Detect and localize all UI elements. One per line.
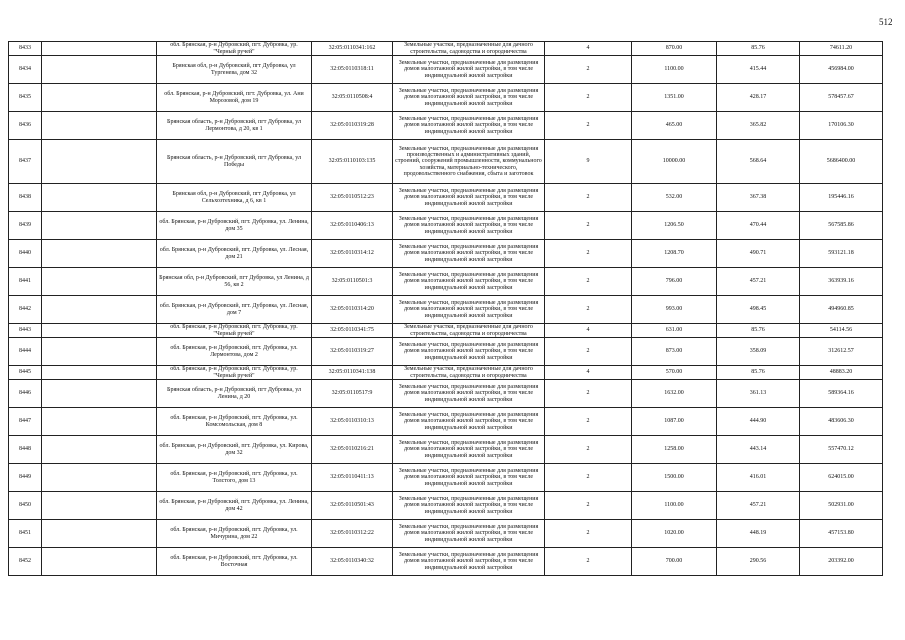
table-row [9, 42, 883, 56]
record-number: 8442 [9, 296, 42, 324]
spacer-cell [42, 240, 157, 268]
specific-value-cell: 498.45 [717, 296, 800, 324]
use-group-cell: 2 [545, 380, 632, 408]
table-row [9, 212, 883, 240]
record-number: 8439 [9, 212, 42, 240]
use-group-cell: 2 [545, 464, 632, 492]
record-number: 8440 [9, 240, 42, 268]
table-row [9, 184, 883, 212]
record-number: 8437 [9, 140, 42, 184]
use-group-cell: 2 [545, 338, 632, 366]
area-cell: 873.00 [632, 338, 717, 366]
address-cell: Брянская обл, р-н Дубровский, пгт Дубровка, ул Сельхозтехника, д 6, кв 1 [157, 184, 312, 212]
cadastral-number-cell: 32:05:0110319:28 [312, 112, 393, 140]
specific-value-cell: 85.76 [717, 324, 800, 338]
record-number: 8452 [9, 548, 42, 576]
page-number: 512 [879, 17, 893, 27]
land-use-cell: Земельные участки, предназначенные для размещения домов малоэтажной жилой застройки, в том числе индивидуальной жилой застройки [393, 380, 545, 408]
record-number: 8443 [9, 324, 42, 338]
address-cell: обл. Брянская, р-н Дубровский, пгт. Дубровка, ул. Комсомольская, дом 8 [157, 408, 312, 436]
use-group-cell: 2 [545, 84, 632, 112]
land-use-cell: Земельные участки, предназначенные для размещения домов малоэтажной жилой застройки, в том числе индивидуальной жилой застройки [393, 436, 545, 464]
spacer-cell [42, 56, 157, 84]
cadastral-number-cell: 32:05:0110341:162 [312, 42, 393, 56]
cadastral-value-cell: 74611.20 [800, 42, 883, 56]
table-row [9, 520, 883, 548]
specific-value-cell: 443.14 [717, 436, 800, 464]
cadastral-value-cell: 494960.85 [800, 296, 883, 324]
land-use-cell: Земельные участки, предназначенные для размещения домов малоэтажной жилой застройки, в том числе индивидуальной жилой застройки [393, 112, 545, 140]
cadastral-number-cell: 32:05:0110517:9 [312, 380, 393, 408]
land-use-cell: Земельные участки, предназначенные для размещения производственных и административных зданий, строений, сооружений промышленности, коммунального хозяйства, материально-технического, продовольственного снабжения, сбыта и заготовок [393, 140, 545, 184]
land-use-cell: Земельные участки, предназначенные для размещения домов малоэтажной жилой застройки, в том числе индивидуальной жилой застройки [393, 84, 545, 112]
land-use-cell: Земельные участки, предназначенные для размещения домов малоэтажной жилой застройки, в том числе индивидуальной жилой застройки [393, 338, 545, 366]
record-number: 8441 [9, 268, 42, 296]
address-cell: обл. Брянская, р-н Дубровский, пгт. Дубровка, ул. Кирова, дом 32 [157, 436, 312, 464]
address-cell: обл. Брянская, р-н Дубровский, пгт. Дубровка, ул. Лермонтова, дом 2 [157, 338, 312, 366]
use-group-cell: 2 [545, 184, 632, 212]
record-number: 8446 [9, 380, 42, 408]
area-cell: 870.00 [632, 42, 717, 56]
address-cell: Брянская область, р-н Дубровский, пгт Дубровка, ул Ленина, д 20 [157, 380, 312, 408]
cadastral-number-cell: 32:05:0110314:20 [312, 296, 393, 324]
specific-value-cell: 448.19 [717, 520, 800, 548]
specific-value-cell: 490.71 [717, 240, 800, 268]
area-cell: 1206.50 [632, 212, 717, 240]
table-row [9, 492, 883, 520]
cadastral-value-cell: 195446.16 [800, 184, 883, 212]
use-group-cell: 2 [545, 548, 632, 576]
address-cell: обл. Брянская, р-н Дубровский, пгт. Дубровка, ул. Толстого, дом 13 [157, 464, 312, 492]
cadastral-value-cell: 312612.57 [800, 338, 883, 366]
use-group-cell: 9 [545, 140, 632, 184]
record-number: 8444 [9, 338, 42, 366]
table-row [9, 140, 883, 184]
cadastral-number-cell: 32:05:0110103:135 [312, 140, 393, 184]
land-use-cell: Земельные участки, предназначенные для размещения домов малоэтажной жилой застройки, в том числе индивидуальной жилой застройки [393, 408, 545, 436]
cadastral-number-cell: 32:05:0110312:22 [312, 520, 393, 548]
cadastral-value-cell: 483606.30 [800, 408, 883, 436]
record-number: 8448 [9, 436, 42, 464]
address-cell: обл. Брянская, р-н Дубровский, пгт. Дубровка, ул. Ленина, дом 42 [157, 492, 312, 520]
specific-value-cell: 358.09 [717, 338, 800, 366]
cadastral-value-table [8, 41, 883, 576]
address-cell: обл. Брянская, р-н Дубровский, пгт. Дубровка, ур. "Черный ручей" [157, 366, 312, 380]
spacer-cell [42, 408, 157, 436]
spacer-cell [42, 268, 157, 296]
spacer-cell [42, 184, 157, 212]
spacer-cell [42, 84, 157, 112]
cadastral-value-cell: 48883.20 [800, 366, 883, 380]
record-number: 8451 [9, 520, 42, 548]
cadastral-value-cell: 203392.00 [800, 548, 883, 576]
spacer-cell [42, 140, 157, 184]
use-group-cell: 4 [545, 324, 632, 338]
area-cell: 631.00 [632, 324, 717, 338]
spacer-cell [42, 520, 157, 548]
specific-value-cell: 428.17 [717, 84, 800, 112]
record-number: 8450 [9, 492, 42, 520]
spacer-cell [42, 548, 157, 576]
cadastral-number-cell: 32:05:0110310:13 [312, 408, 393, 436]
spacer-cell [42, 296, 157, 324]
land-use-cell: Земельные участки, предназначенные для размещения домов малоэтажной жилой застройки, в том числе индивидуальной жилой застройки [393, 296, 545, 324]
address-cell: Брянская обл, р-н Дубровский, пгт Дубровка, ул Тургенева, дом 32 [157, 56, 312, 84]
specific-value-cell: 444.90 [717, 408, 800, 436]
area-cell: 10000.00 [632, 140, 717, 184]
specific-value-cell: 416.01 [717, 464, 800, 492]
table-row [9, 268, 883, 296]
spacer-cell [42, 492, 157, 520]
specific-value-cell: 457.21 [717, 268, 800, 296]
specific-value-cell: 290.56 [717, 548, 800, 576]
address-cell: обл. Брянская, р-н Дубровский, пгт. Дубровка, ул. Лесная, дом 21 [157, 240, 312, 268]
spacer-cell [42, 366, 157, 380]
land-use-cell: Земельные участки, предназначенные для размещения домов малоэтажной жилой застройки, в том числе индивидуальной жилой застройки [393, 464, 545, 492]
spacer-cell [42, 436, 157, 464]
cadastral-number-cell: 32:05:0110341:75 [312, 324, 393, 338]
specific-value-cell: 457.21 [717, 492, 800, 520]
land-use-cell: Земельные участки, предназначенные для размещения домов малоэтажной жилой застройки, в том числе индивидуальной жилой застройки [393, 492, 545, 520]
specific-value-cell: 415.44 [717, 56, 800, 84]
spacer-cell [42, 324, 157, 338]
table-row [9, 240, 883, 268]
area-cell: 1087.00 [632, 408, 717, 436]
area-cell: 1208.70 [632, 240, 717, 268]
land-use-cell: Земельные участки, предназначенные для дачного строительства, садоводства и огородничества [393, 324, 545, 338]
address-cell: обл. Брянская, р-н Дубровский, пгт. Дубровка, ур. "Черный ручей" [157, 42, 312, 56]
area-cell: 1020.00 [632, 520, 717, 548]
land-use-cell: Земельные участки, предназначенные для размещения домов малоэтажной жилой застройки, в том числе индивидуальной жилой застройки [393, 268, 545, 296]
cadastral-number-cell: 32:05:0110508:4 [312, 84, 393, 112]
cadastral-value-cell: 578457.67 [800, 84, 883, 112]
record-number: 8436 [9, 112, 42, 140]
cadastral-number-cell: 32:05:0110411:13 [312, 464, 393, 492]
cadastral-number-cell: 32:05:0110319:27 [312, 338, 393, 366]
cadastral-number-cell: 32:05:0110314:12 [312, 240, 393, 268]
cadastral-value-cell: 457153.80 [800, 520, 883, 548]
land-use-cell: Земельные участки, предназначенные для размещения домов малоэтажной жилой застройки, в том числе индивидуальной жилой застройки [393, 212, 545, 240]
area-cell: 570.00 [632, 366, 717, 380]
table-row [9, 464, 883, 492]
area-cell: 993.00 [632, 296, 717, 324]
cadastral-value-cell: 624015.00 [800, 464, 883, 492]
spacer-cell [42, 464, 157, 492]
cadastral-number-cell: 32:05:0110512:23 [312, 184, 393, 212]
cadastral-number-cell: 32:05:0110216:21 [312, 436, 393, 464]
area-cell: 1351.00 [632, 84, 717, 112]
spacer-cell [42, 112, 157, 140]
cadastral-number-cell: 32:05:0110501:3 [312, 268, 393, 296]
specific-value-cell: 470.44 [717, 212, 800, 240]
cadastral-number-cell: 32:05:0110340:32 [312, 548, 393, 576]
record-number: 8435 [9, 84, 42, 112]
table-row [9, 324, 883, 338]
area-cell: 465.00 [632, 112, 717, 140]
address-cell: обл. Брянская, р-н Дубровский, пгт. Дубровка, ур. "Черный ручей" [157, 324, 312, 338]
address-cell: Брянская обл, р-н Дубровский, пгт Дубровка, ул Ленина, д 56, кв 2 [157, 268, 312, 296]
land-use-cell: Земельные участки, предназначенные для размещения домов малоэтажной жилой застройки, в том числе индивидуальной жилой застройки [393, 240, 545, 268]
table-row [9, 366, 883, 380]
cadastral-value-cell: 589364.16 [800, 380, 883, 408]
specific-value-cell: 361.13 [717, 380, 800, 408]
record-number: 8433 [9, 42, 42, 56]
spacer-cell [42, 42, 157, 56]
use-group-cell: 2 [545, 520, 632, 548]
land-use-cell: Земельные участки, предназначенные для дачного строительства, садоводства и огородничества [393, 42, 545, 56]
cadastral-value-cell: 170106.30 [800, 112, 883, 140]
specific-value-cell: 568.64 [717, 140, 800, 184]
use-group-cell: 2 [545, 268, 632, 296]
address-cell: обл. Брянская, р-н Дубровский, пгт. Дубровка, ул. Мичурина, дом 22 [157, 520, 312, 548]
address-cell: обл. Брянская, р-н Дубровский, пгт. Дубровка, ул. Ленина, дом 35 [157, 212, 312, 240]
table-body [9, 42, 883, 576]
address-cell: обл. Брянская, р-н Дубровский, пгт. Дубровка, ул. Лесная, дом 7 [157, 296, 312, 324]
use-group-cell: 2 [545, 436, 632, 464]
land-use-cell: Земельные участки, предназначенные для размещения домов малоэтажной жилой застройки, в том числе индивидуальной жилой застройки [393, 548, 545, 576]
specific-value-cell: 367.38 [717, 184, 800, 212]
address-cell: Брянская область, р-н Дубровский, пгт Дубровка, ул Победы [157, 140, 312, 184]
cadastral-number-cell: 32:05:0110501:43 [312, 492, 393, 520]
address-cell: обл. Брянская, р-н Дубровский, пгт. Дубровка, ул. Восточная [157, 548, 312, 576]
cadastral-value-cell: 557470.12 [800, 436, 883, 464]
table-row [9, 112, 883, 140]
cadastral-number-cell: 32:05:0110318:11 [312, 56, 393, 84]
record-number: 8447 [9, 408, 42, 436]
use-group-cell: 4 [545, 366, 632, 380]
table-row [9, 436, 883, 464]
land-use-cell: Земельные участки, предназначенные для дачного строительства, садоводства и огородничества [393, 366, 545, 380]
cadastral-value-cell: 54114.56 [800, 324, 883, 338]
cadastral-number-cell: 32:05:0110406:13 [312, 212, 393, 240]
table-row [9, 380, 883, 408]
cadastral-value-cell: 567585.86 [800, 212, 883, 240]
table-row [9, 296, 883, 324]
table-row [9, 338, 883, 366]
cadastral-value-cell: 456984.00 [800, 56, 883, 84]
use-group-cell: 2 [545, 240, 632, 268]
spacer-cell [42, 212, 157, 240]
area-cell: 1500.00 [632, 464, 717, 492]
record-number: 8449 [9, 464, 42, 492]
area-cell: 532.00 [632, 184, 717, 212]
record-number: 8434 [9, 56, 42, 84]
land-use-cell: Земельные участки, предназначенные для размещения домов малоэтажной жилой застройки, в том числе индивидуальной жилой застройки [393, 56, 545, 84]
area-cell: 700.00 [632, 548, 717, 576]
record-number: 8438 [9, 184, 42, 212]
specific-value-cell: 85.76 [717, 42, 800, 56]
area-cell: 1632.00 [632, 380, 717, 408]
use-group-cell: 2 [545, 492, 632, 520]
area-cell: 1100.00 [632, 56, 717, 84]
spacer-cell [42, 338, 157, 366]
table-row [9, 56, 883, 84]
address-cell: Брянская область, р-н Дубровский, пгт Дубровка, ул Лермонтова, д 20, кв 1 [157, 112, 312, 140]
area-cell: 796.00 [632, 268, 717, 296]
use-group-cell: 2 [545, 112, 632, 140]
cadastral-number-cell: 32:05:0110341:138 [312, 366, 393, 380]
specific-value-cell: 85.76 [717, 366, 800, 380]
table-row [9, 548, 883, 576]
record-number: 8445 [9, 366, 42, 380]
area-cell: 1100.00 [632, 492, 717, 520]
cadastral-value-cell: 363939.16 [800, 268, 883, 296]
use-group-cell: 4 [545, 42, 632, 56]
area-cell: 1258.00 [632, 436, 717, 464]
cadastral-value-cell: 593121.18 [800, 240, 883, 268]
spacer-cell [42, 380, 157, 408]
cadastral-value-cell: 5686400.00 [800, 140, 883, 184]
table-row [9, 84, 883, 112]
address-cell: обл. Брянская, р-н Дубровский, пгт. Дубровка, ул. Ани Морозовой, дом 19 [157, 84, 312, 112]
land-use-cell: Земельные участки, предназначенные для размещения домов малоэтажной жилой застройки, в том числе индивидуальной жилой застройки [393, 520, 545, 548]
cadastral-value-cell: 502931.00 [800, 492, 883, 520]
table-row [9, 408, 883, 436]
specific-value-cell: 365.82 [717, 112, 800, 140]
use-group-cell: 2 [545, 212, 632, 240]
land-use-cell: Земельные участки, предназначенные для размещения домов малоэтажной жилой застройки, в том числе индивидуальной жилой застройки [393, 184, 545, 212]
use-group-cell: 2 [545, 296, 632, 324]
use-group-cell: 2 [545, 408, 632, 436]
use-group-cell: 2 [545, 56, 632, 84]
